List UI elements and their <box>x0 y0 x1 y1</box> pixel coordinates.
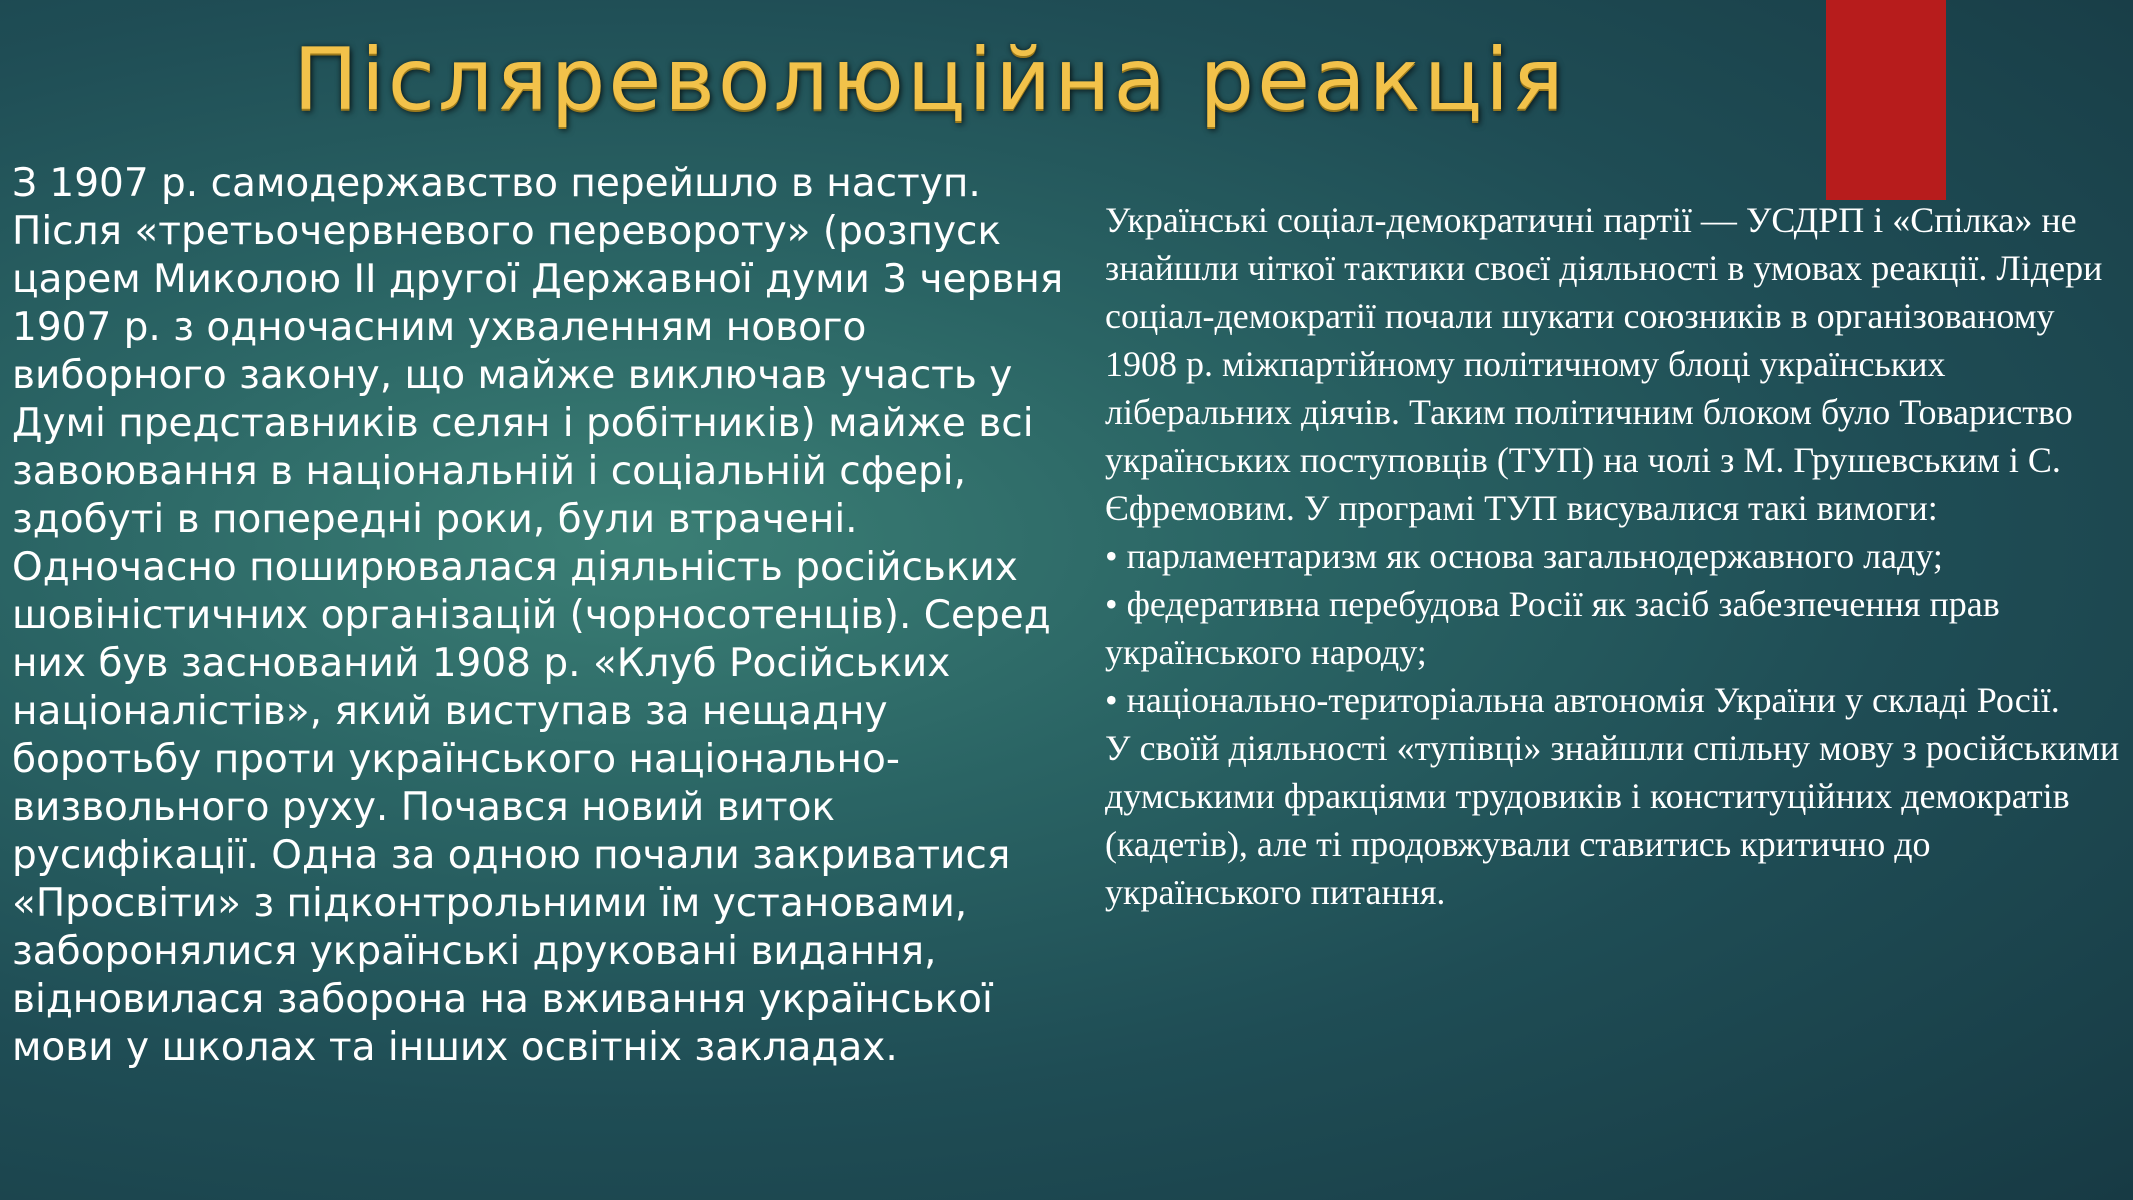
right-outro-paragraph: У своїй діяльності «тупівці» знайшли спільну мову з російськими думськими фракціями трудовиків і конституційних демократів (кадетів), але ті продовжували ставитись критично до українського питання. <box>1105 728 2120 912</box>
bullet-item: • федеративна перебудова Росії як засіб забезпечення прав українського народу; <box>1105 584 2000 672</box>
left-text-block: З 1907 р. самодержавство перейшло в наступ. Після «третьочервневого перевороту» (розпуск царем Миколою II другої Державної думи 3 червня 1907 р. з одночасним ухваленням нового виборного закону, що майже виключав участь у Думі представників селян і робітників) майже всі завоювання в національній і соціальній сфері, здобуті в попередні роки, були втрачені. Одночасно поширювалася діяльність російських шовіністичних організацій (чорносотенців). Серед них був заснований 1908 р. «Клуб Російських націоналістів», який виступав за нещадну боротьбу проти українського національно-визвольного руху. Почався новий виток русифікації. Одна за одною почали закриватися «Просвіти» з підконтрольними їм установами, заборонялися українські друковані видання, відновилася заборона на вживання української мови у школах та інших освітніх закладах. <box>12 161 1064 1070</box>
slide-title: Післяреволюційна реакція <box>293 30 1567 130</box>
bullet-item: • парламентаризм як основа загальнодержавного ладу; <box>1105 536 1943 576</box>
bullet-item: • національно-територіальна автономія України у складі Росії. <box>1105 680 2060 720</box>
right-text-block <box>1105 196 2125 916</box>
right-intro-paragraph: Українські соціал-демократичні партії — УСДРП і «Спілка» не знайшли чіткої тактики своєї діяльності в умовах реакції. Лідери соціал-демократії почали шукати союзників в організованому 1908 р. міжпартійному політичному блоці українських ліберальних діячів. Таким політичним блоком було Товариство українських поступовців (ТУП) на чолі з М. Грушевським і С. Єфремовим. У програмі ТУП висувалися такі вимоги: <box>1105 200 2103 528</box>
